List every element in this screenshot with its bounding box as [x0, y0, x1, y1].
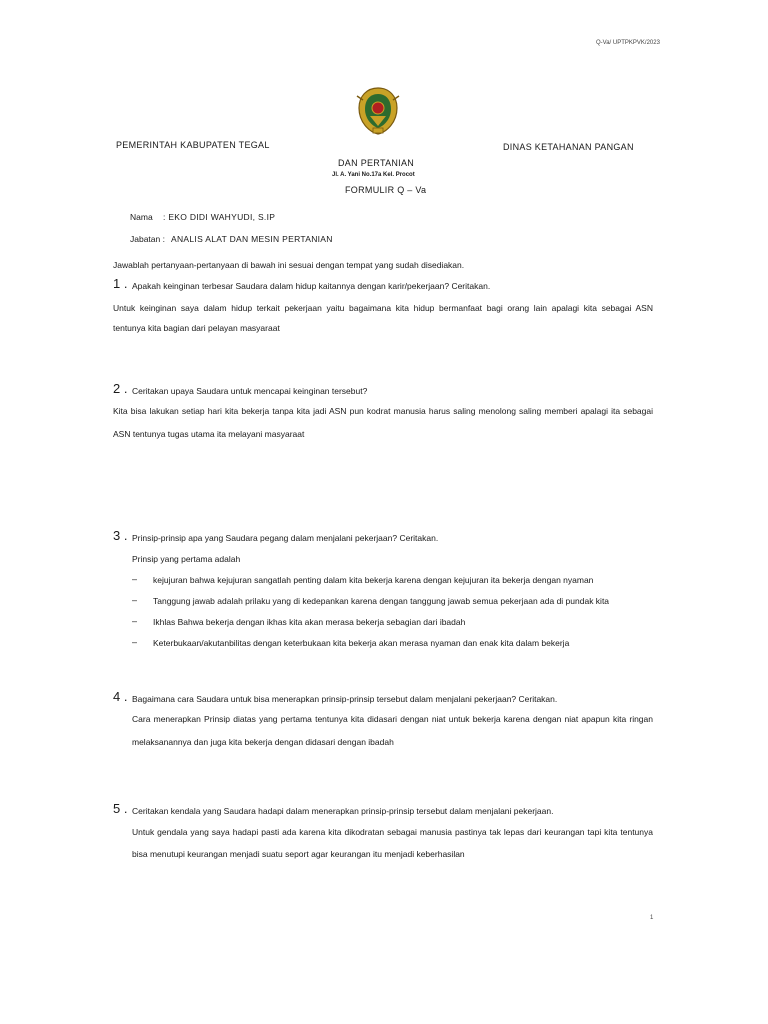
bullet-dash: – — [132, 637, 138, 647]
question-text: Apakah keinginan terbesar Saudara dalam hidup kaitannya dengan karir/pekerjaan? Ceritakan. — [132, 281, 491, 291]
bullet-dash: – — [132, 595, 138, 605]
question-number: 4 . — [113, 689, 128, 704]
job-label: Jabatan : — [130, 234, 165, 244]
page-number: 1 — [650, 915, 654, 921]
answer-line: bisa menutupi keurangan menjadi suatu seport agar keurangan itu menjadi keberhasilan — [132, 849, 465, 859]
job-value: ANALIS ALAT DAN MESIN PERTANIAN — [171, 234, 333, 244]
instruction: Jawablah pertanyaan-pertanyaan di bawah ini sesuai dengan tempat yang sudah disediakan. — [113, 260, 465, 270]
answer-line: Cara menerapkan Prinsip diatas yang pertama tentunya kita didasari dengan niat untuk bekerja karena dengan niat apapun kita ringan — [132, 714, 653, 724]
answer-line: Untuk keinginan saya dalam hidup terkait pekerjaan yaitu bagaimana kita hidup bermanfaat bagi orang lain apalagi kita sebagai ASN — [113, 303, 653, 313]
answer-line: ASN tentunya tugas utama ita melayani masyaraat — [113, 429, 305, 439]
question-number: 1 . — [113, 276, 128, 291]
answer-line: tentunya kita bagian dari pelayan masyaraat — [113, 323, 280, 333]
question-number: 3 . — [113, 528, 128, 543]
header-line2: DAN PERTANIAN — [338, 158, 415, 168]
answer-line: melaksanannya dan juga kita bekerja dengan didasari dengan ibadah — [132, 737, 394, 747]
list-item: Ikhlas Bahwa bekerja dengan ikhas kita akan merasa bekerja sebagian dari ibadah — [153, 617, 466, 627]
regency-emblem-icon — [355, 86, 401, 136]
question-text: Ceritakan kendala yang Saudara hadapi dalam menerapkan prinsip-prinsip tersebut dalam menjalani pekerjaan. — [132, 806, 554, 816]
question-text: Ceritakan upaya Saudara untuk mencapai keinginan tersebut? — [132, 386, 368, 396]
question-number: 5 . — [113, 801, 128, 816]
question-number: 2 . — [113, 381, 128, 396]
header-left: PEMERINTAH KABUPATEN TEGAL — [116, 140, 270, 150]
bullet-dash: – — [132, 574, 138, 584]
name-label: Nama — [130, 212, 153, 222]
name-value: : EKO DIDI WAHYUDI, S.IP — [163, 212, 276, 222]
bullet-dash: – — [132, 616, 138, 626]
header-right: DINAS KETAHANAN PANGAN — [503, 142, 634, 152]
form-code: FORMULIR Q – Va — [345, 185, 427, 195]
list-item: kejujuran bahwa kejujuran sangatlah penting dalam kita bekerja karena dengan kejujuran ita bekerja dengan nyaman — [153, 575, 594, 585]
question-text: Prinsip-prinsip apa yang Saudara pegang dalam menjalani pekerjaan? Ceritakan. — [132, 533, 439, 543]
answer-line: Kita bisa lakukan setiap hari kita bekerja tanpa kita jadi ASN pun kodrat manusia harus saling menolong saling memberi apalagi ita sebagai — [113, 406, 653, 416]
answer-line: Untuk gendala yang saya hadapi pasti ada karena kita dikodratan sebagai manusia pastinya tak lepas dari keurangan tapi kita tentunya — [132, 827, 653, 837]
question-text: Bagaimana cara Saudara untuk bisa menerapkan prinsip-prinsip tersebut dalam menjalani pekerjaan? Ceritakan. — [132, 694, 558, 704]
list-item: Keterbukaan/akutanbilitas dengan keterbukaan kita bekerja akan merasa nyaman dan enak kita dalam bekerja — [153, 638, 570, 648]
header-address: Jl. A. Yani No.17a Kel. Procot — [332, 172, 415, 178]
list-item: Tanggung jawab adalah prilaku yang di kedepankan karena dengan tanggung jawab semua pekerjaan ada di pundak kita — [153, 596, 610, 606]
principles-intro: Prinsip yang pertama adalah — [132, 554, 241, 564]
document-code: Q-Va/ UPTPKPVK/2023 — [596, 40, 660, 46]
